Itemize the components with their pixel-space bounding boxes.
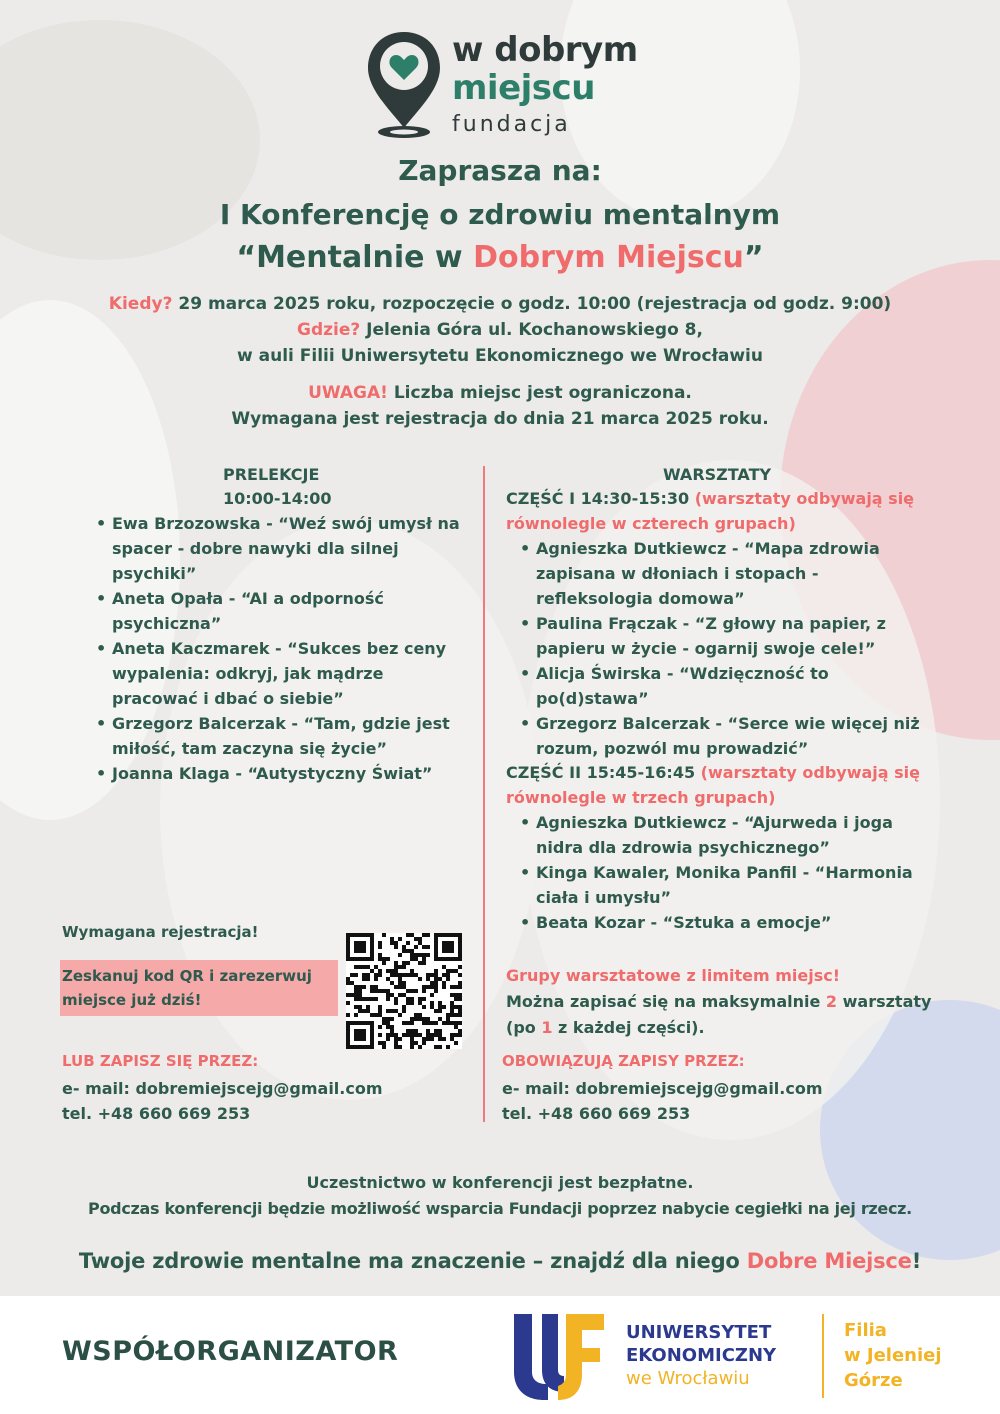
registration-required: Wymagana rejestracja!: [62, 923, 259, 941]
column-divider: [483, 466, 485, 1122]
lectures-list: [92, 511, 468, 786]
university-logo-icon: [514, 1314, 610, 1400]
limits-line3: (po 1 z każdej części).: [506, 1018, 705, 1037]
list-item: • Aneta Opała - “AI a odporność psychiczna”: [112, 586, 468, 636]
list-item: • Alicja Świrska - “Wdzięczność to po(d)stawa”: [536, 661, 926, 711]
branch-line1: Filia: [844, 1320, 887, 1341]
or-register-label: LUB ZAPISZ SIĘ PRZEZ:: [62, 1052, 259, 1070]
uni-name-line2: EKONOMICZNY: [626, 1345, 777, 1366]
lectures-time: 10:00-14:00: [223, 489, 332, 508]
list-item: • Beata Kozar - “Sztuka a emocje”: [536, 910, 926, 935]
workshops-part2-header: CZĘŚĆ II 15:45-16:45 (warsztaty odbywają się równolegle w trzech grupach): [506, 763, 920, 807]
list-item: • Agnieszka Dutkiewcz - “Ajurweda i joga nidra dla zdrowia psychicznego”: [536, 810, 926, 860]
qr-instruction-line2: miejsce już dziś!: [62, 991, 202, 1009]
list-item: • Grzegorz Balcerzak - “Serce wie więcej niż rozum, pozwól mu prowadzić”: [536, 711, 926, 761]
logo-line1: w dobrym: [452, 30, 638, 70]
where-line: Gdzie? Jelenia Góra ul. Kochanowskiego 8,: [297, 320, 703, 340]
list-item: • Aneta Kaczmarek - “Sukces bez ceny wypalenia: odkryj, jak mądrze pracować i dbać o siebie”: [112, 636, 468, 711]
list-item: • Kinga Kawaler, Monika Panfil - “Harmonia ciała i umysłu”: [536, 860, 926, 910]
warning-line-2: Wymagana jest rejestracja do dnia 21 marca 2025 roku.: [231, 409, 769, 429]
support-info: Podczas konferencji będzie możliwość wsparcia Fundacji poprzez nabycie cegiełki na jej rzecz.: [88, 1199, 912, 1218]
list-item: • Ewa Brzozowska - “Weź swój umysł na spacer - dobre nawyki dla silnej psychiki”: [112, 511, 468, 586]
uni-name-line3: we Wrocławiu: [626, 1368, 750, 1389]
map-pin-heart-icon: [364, 28, 444, 140]
list-item: • Agnieszka Dutkiewcz - “Mapa zdrowia zapisana w dłoniach i stopach - refleksologia domowa”: [536, 536, 926, 611]
heading-invite: Zaprasza na:: [398, 154, 602, 187]
warning-line: UWAGA! Liczba miejsc jest ograniczona.: [308, 383, 692, 403]
when-line: Kiedy? 29 marca 2025 roku, rozpoczęcie o godz. 10:00 (rejestracja od godz. 9:00): [108, 294, 892, 314]
right-email[interactable]: e- mail: dobremiejscejg@gmail.com: [502, 1079, 823, 1098]
workshops-title: WARSZTATY: [663, 465, 772, 484]
where-line-2: w auli Filii Uniwersytetu Ekonomicznego we Wrocławiu: [237, 346, 763, 366]
footer-divider: [822, 1314, 824, 1398]
heading-title: “Mentalnie w Dobrym Miejscu”: [236, 240, 764, 275]
qr-instruction-line1: Zeskanuj kod QR i zarezerwuj: [62, 967, 312, 985]
list-item: • Paulina Frączak - “Z głowy na papier, z papieru w życie - ogarnij swoje cele!”: [536, 611, 926, 661]
branch-line2: w Jeleniej: [844, 1345, 942, 1366]
coorganizer-label: WSPÓŁORGANIZATOR: [62, 1336, 399, 1367]
limits-line1: Grupy warsztatowe z limitem miejsc!: [506, 966, 841, 985]
logo-line3: fundacja: [452, 112, 571, 137]
left-phone[interactable]: tel. +48 660 669 253: [62, 1104, 251, 1123]
binding-registration-label: OBOWIĄZUJĄ ZAPISY PRZEZ:: [502, 1052, 745, 1070]
qr-code[interactable]: [346, 933, 462, 1049]
logo-line2: miejscu: [452, 68, 595, 108]
list-item: • Grzegorz Balcerzak - “Tam, gdzie jest miłość, tam zaczyna się życie”: [112, 711, 468, 761]
uni-name-line1: UNIWERSYTET: [626, 1322, 772, 1343]
workshops-part1-list: [516, 536, 926, 761]
workshops-part2-list: [516, 810, 926, 935]
branch-line3: Górze: [844, 1370, 903, 1391]
limits-line2: Można zapisać się na maksymalnie 2 warsztaty: [506, 992, 932, 1011]
right-phone[interactable]: tel. +48 660 669 253: [502, 1104, 691, 1123]
left-email[interactable]: e- mail: dobremiejscejg@gmail.com: [62, 1079, 383, 1098]
list-item: • Joanna Klaga - “Autystyczny Świat”: [112, 761, 468, 786]
foundation-logo: [352, 22, 652, 140]
lectures-title: PRELEKCJE: [223, 465, 320, 484]
heading-conference: I Konferencję o zdrowiu mentalnym: [219, 198, 781, 231]
tagline: Twoje zdrowie mentalne ma znaczenie – znajdź dla niego Dobre Miejsce!: [78, 1249, 922, 1273]
free-participation: Uczestnictwo w konferencji jest bezpłatne.: [306, 1173, 694, 1192]
workshops-part1-header: CZĘŚĆ I 14:30-15:30 (warsztaty odbywają się równolegle w czterech grupach): [506, 489, 915, 533]
